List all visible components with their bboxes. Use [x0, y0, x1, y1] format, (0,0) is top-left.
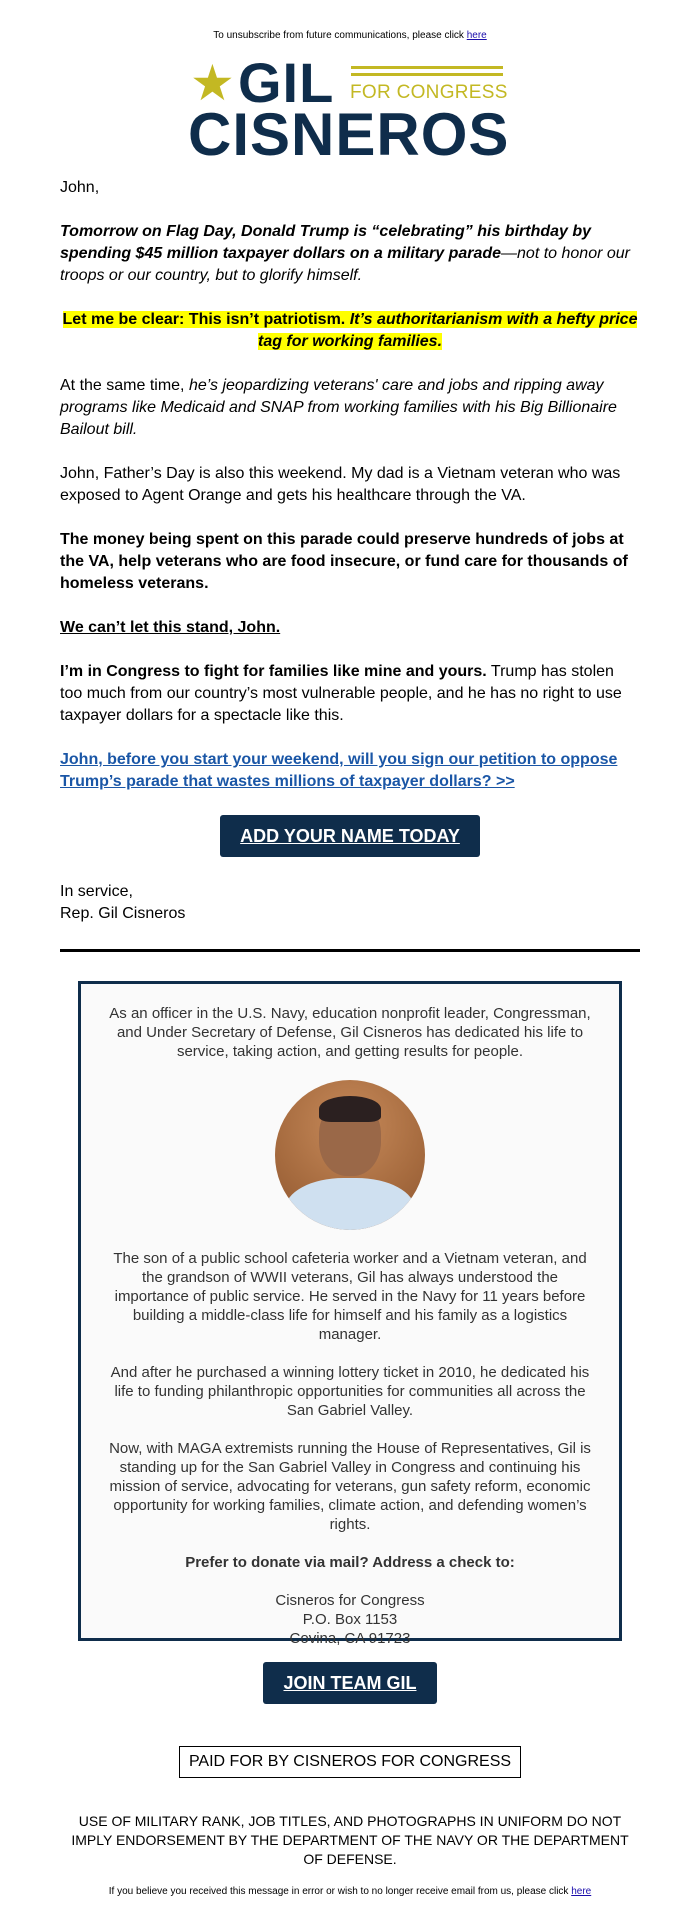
candidate-photo: [275, 1080, 425, 1230]
paragraph-flag-day: [60, 221, 640, 287]
paragraph-in-congress: [60, 661, 640, 727]
highlight-bold-text: Let me be clear: This isn’t patriotism.: [62, 311, 346, 328]
section-divider: [60, 949, 640, 952]
photo-shirt: [285, 1178, 415, 1230]
in-congress-plain-text: Trump has stolen too much from our country’s most vulnerable people, and he has no right to use taxpayer dollars for a spectacle like this.: [60, 663, 622, 724]
flag-day-italic-text: —not to honor our troops or our country, but to glorify himself.: [60, 245, 630, 284]
email-body: [60, 177, 640, 925]
photo-hair: [319, 1096, 381, 1122]
logo-stripe: [351, 66, 503, 69]
address-line-1: Cisneros for Congress: [275, 1592, 425, 1609]
bio-intro: As an officer in the U.S. Navy, education nonprofit leader, Congressman, and Under Secretary of Defense, Gil Cisneros has dedicated his life to service, taking action, and getting results for people.: [109, 1005, 591, 1060]
signoff: In service,: [60, 883, 133, 900]
greeting: John,: [60, 179, 100, 196]
petition-paragraph: [60, 749, 640, 793]
veterans-care-italic-text: he’s jeopardizing veterans' care and jobs and ripping away programs like Medicaid and SNAP from working families with his Big Billionaire Bailout bill.: [60, 377, 617, 438]
campaign-logo: [188, 51, 518, 168]
footer-text: If you believe you received this message in error or wish to no longer receive email from us, please click: [108, 1886, 569, 1897]
logo-name-bottom: CISNEROS: [188, 101, 510, 168]
footer-notice: [0, 1886, 700, 1897]
in-congress-bold-text: I’m in Congress to fight for families like mine and yours.: [60, 663, 487, 680]
address-line-2: P.O. Box 1153: [302, 1611, 398, 1628]
highlight-bold-italic-text: It’s authoritarianism with a hefty price tag for working families.: [257, 311, 638, 350]
highlight-paragraph: [60, 309, 640, 353]
logo-name-top: GIL: [238, 51, 335, 114]
logo-tagline: FOR CONGRESS: [350, 82, 508, 103]
mailing-address: [103, 1591, 597, 1648]
paid-for-disclaimer: PAID FOR BY CISNEROS FOR CONGRESS: [179, 1746, 521, 1778]
petition-link[interactable]: John, before you start your weekend, will you sign our petition to oppose Trump’s parade that wastes millions of taxpayer dollars? >>: [60, 751, 618, 790]
bio-paragraph-mission: Now, with MAGA extremists running the House of Representatives, Gil is standing up for the San Gabriel Valley in Congress and continuing his mission of service, advocating for veterans, gun safety reform, economic opportunity for working families, climate action, and defending women’s rights.: [109, 1440, 591, 1533]
bio-paragraph-family: The son of a public school cafeteria worker and a Vietnam veteran, and the grandson of WWII veterans, Gil has always understood the importance of public service. He served in the Navy for 11 years before building a middle-class life for himself and his family as a logistics manager.: [113, 1250, 587, 1343]
bio-box: [78, 981, 622, 1647]
military-disclaimer: USE OF MILITARY RANK, JOB TITLES, AND PHOTOGRAPHS IN UNIFORM DO NOT IMPLY ENDORSEMENT BY THE DEPARTMENT OF THE NAVY OR THE DEPARTMENT OF DEFENSE.: [71, 1813, 629, 1867]
signature: Rep. Gil Cisneros: [60, 905, 186, 922]
paragraph-cant-let-stand: We can’t let this stand, John.: [60, 619, 281, 636]
flag-day-bold-text: Tomorrow on Flag Day, Donald Trump is “celebrating” his birthday by spending $45 million taxpayer dollars on a military parade: [60, 223, 592, 262]
mail-donation-heading: Prefer to donate via mail? Address a check to:: [185, 1554, 515, 1571]
add-your-name-button[interactable]: ADD YOUR NAME TODAY: [220, 815, 480, 857]
star-icon: ★: [190, 55, 235, 111]
logo-stripe: [351, 73, 503, 76]
bio-paragraph-lottery: And after he purchased a winning lottery ticket in 2010, he dedicated his life to funding philanthropic opportunities for communities all across the San Gabriel Valley.: [110, 1364, 590, 1419]
paragraph-parade-cost: The money being spent on this parade could preserve hundreds of jobs at the VA, help veterans who are food insecure, or fund care for thousands of homeless veterans.: [60, 531, 628, 592]
unsubscribe-notice: [0, 30, 700, 41]
signature-block: [60, 881, 640, 925]
unsubscribe-link[interactable]: here: [466, 30, 487, 41]
veterans-care-plain-text: At the same time,: [60, 377, 189, 394]
unsubscribe-text: To unsubscribe from future communications, please click: [213, 30, 464, 41]
paragraph-fathers-day: John, Father’s Day is also this weekend. My dad is a Vietnam veteran who was exposed to Agent Orange and gets his healthcare through the VA.: [60, 465, 621, 504]
paragraph-veterans-care: [60, 375, 640, 441]
address-line-3: Covina, CA 91723: [289, 1630, 411, 1647]
footer-unsubscribe-link[interactable]: here: [571, 1886, 592, 1897]
join-team-gil-button[interactable]: JOIN TEAM GIL: [263, 1662, 437, 1704]
